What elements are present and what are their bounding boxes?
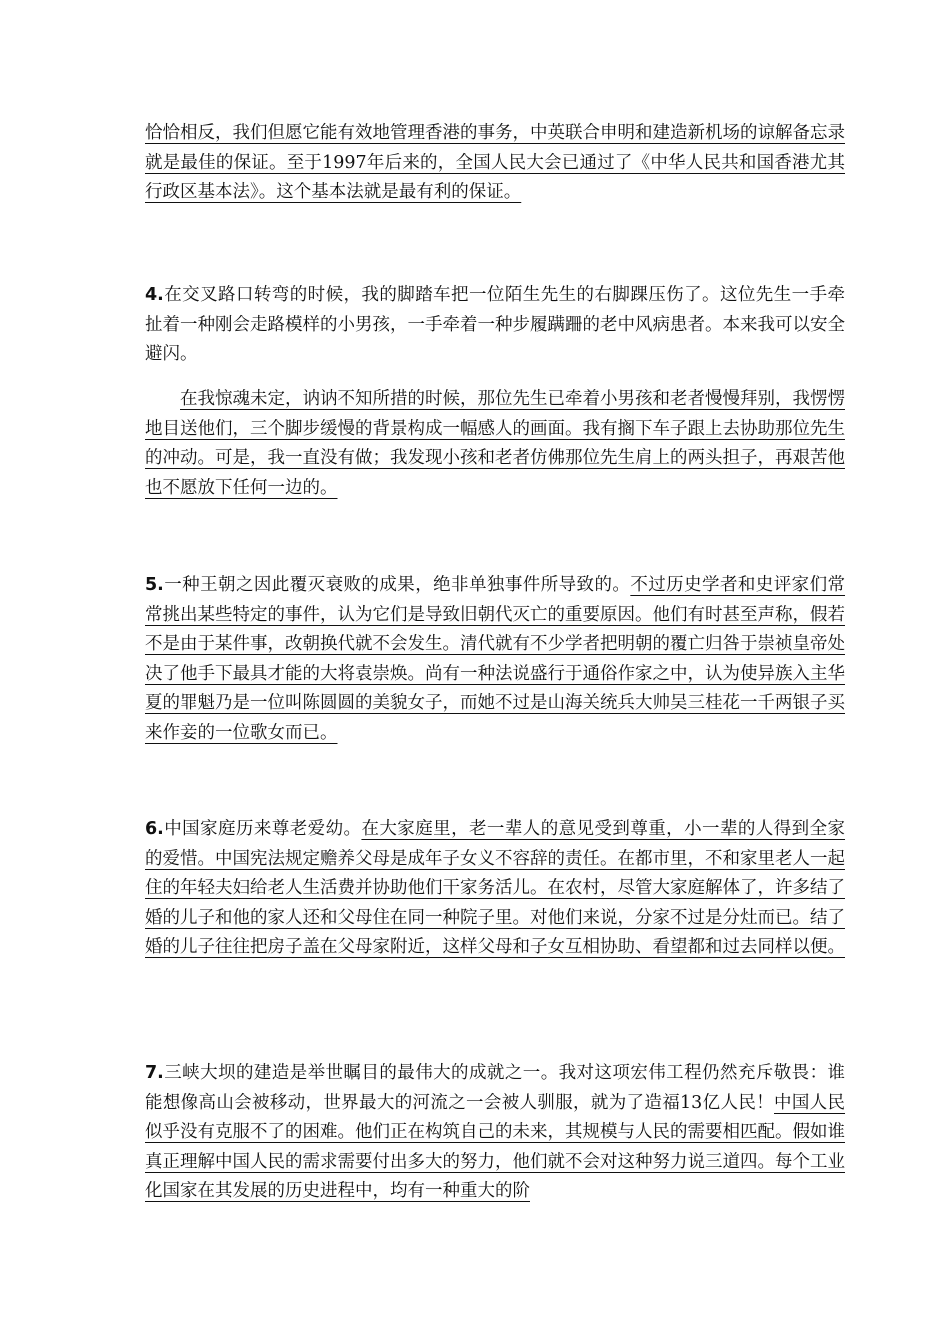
source-text: 在交叉路口转弯的时候，我的脚踏车把一位陌生先生的右脚踝压伤了。这位先生一手牵扯着一种刚会走路模样的小男孩，一手牵着一种步履蹒跚的老中风病患者。本来我可以安全避闪。 xyxy=(145,285,845,365)
source-text: 三峡大坝的建造是举世瞩目的最伟大的成就之一。我对这项宏伟工程仍然充斥敬畏：谁能想像高山会被移动，世界最大的河流之一会被人驯服，就为了造福13亿人民！ xyxy=(145,1063,845,1113)
underlined-translation: 中国人民似乎没有克服不了的困难。他们正在构筑自己的未来，其规模与人民的需要相匹配。假如谁真正理解中国人民的需求需要付出多大的努力，他们就不会对这种努力说三道四。每个工业化国家在其发展的历史进程中，均有一种重大的阶 xyxy=(145,1092,846,1202)
item-number: 4. xyxy=(145,285,164,305)
underlined-translation: 在大家庭里，老一辈人的意见受到尊重，小一辈的人得到全家的爱惜。中国宪法规定赡养父母是成年子女义不容辞的责任。在都市里，不和家里老人一起住的年轻夫妇给老人生活费并协助他们干家务活儿。在农村，尽管大家庭解体了，许多结了婚的儿子和他的家人还和父母住在同一种院子里。对他们来说，分家不过是分灶而已。结了婚的儿子往往把房子盖在父母家附近，这样父母和子女互相协助、看望都和过去同样以便。 xyxy=(145,819,846,958)
underlined-translation: 在我惊魂未定，讷讷不知所措的时候，那位先生已牵着小男孩和老者慢慢拜别，我愣愣地目送他们，三个脚步缓慢的背景构成一幅感人的画面。我有搁下车子跟上去协助那位先生的冲动。可是，我一直没有做；我发现小孩和老者仿佛那位先生肩上的两头担子，再艰苦他也不愿放下任何一边的。 xyxy=(145,389,845,498)
paragraph-6 xyxy=(145,815,845,963)
paragraph-4-source xyxy=(145,281,845,370)
paragraph-3-continuation xyxy=(145,119,845,208)
source-text: 一种王朝之因此覆灭衰败的成果，绝非单独事件所导致的。 xyxy=(163,575,631,595)
item-number: 6. xyxy=(145,819,164,839)
item-number: 7. xyxy=(145,1063,164,1083)
paragraph-4-translation xyxy=(145,385,845,503)
source-text: 中国家庭历来尊老爱幼。 xyxy=(163,819,362,839)
paragraph-7 xyxy=(145,1059,845,1207)
paragraph-5 xyxy=(145,571,845,749)
underlined-translation: 不过历史学者和史评家们常常挑出某些特定的事件，认为它们是导致旧朝代灭亡的重要原因。他们有时甚至声称，假若不是由于某件事，改朝换代就不会发生。清代就有不少学者把明朝的覆亡归咎于崇祯皇帝处决了他手下最具才能的大将袁崇焕。尚有一种法说盛行于通俗作家之中，认为使异族入主华夏的罪魁乃是一位叫陈圆圆的美貌女子，而她不过是山海关统兵大帅吴三桂花一千两银子买来作妾的一位歌女而已。 xyxy=(145,575,846,743)
underlined-translation: 恰恰相反，我们但愿它能有效地管理香港的事务，中英联合申明和建造新机场的谅解备忘录就是最佳的保证。至于1997年后来的，全国人民大会已通过了《中华人民共和国香港尤其行政区基本法》。这个基本法就是最有利的保证。 xyxy=(145,123,845,203)
item-number: 5. xyxy=(145,575,164,595)
